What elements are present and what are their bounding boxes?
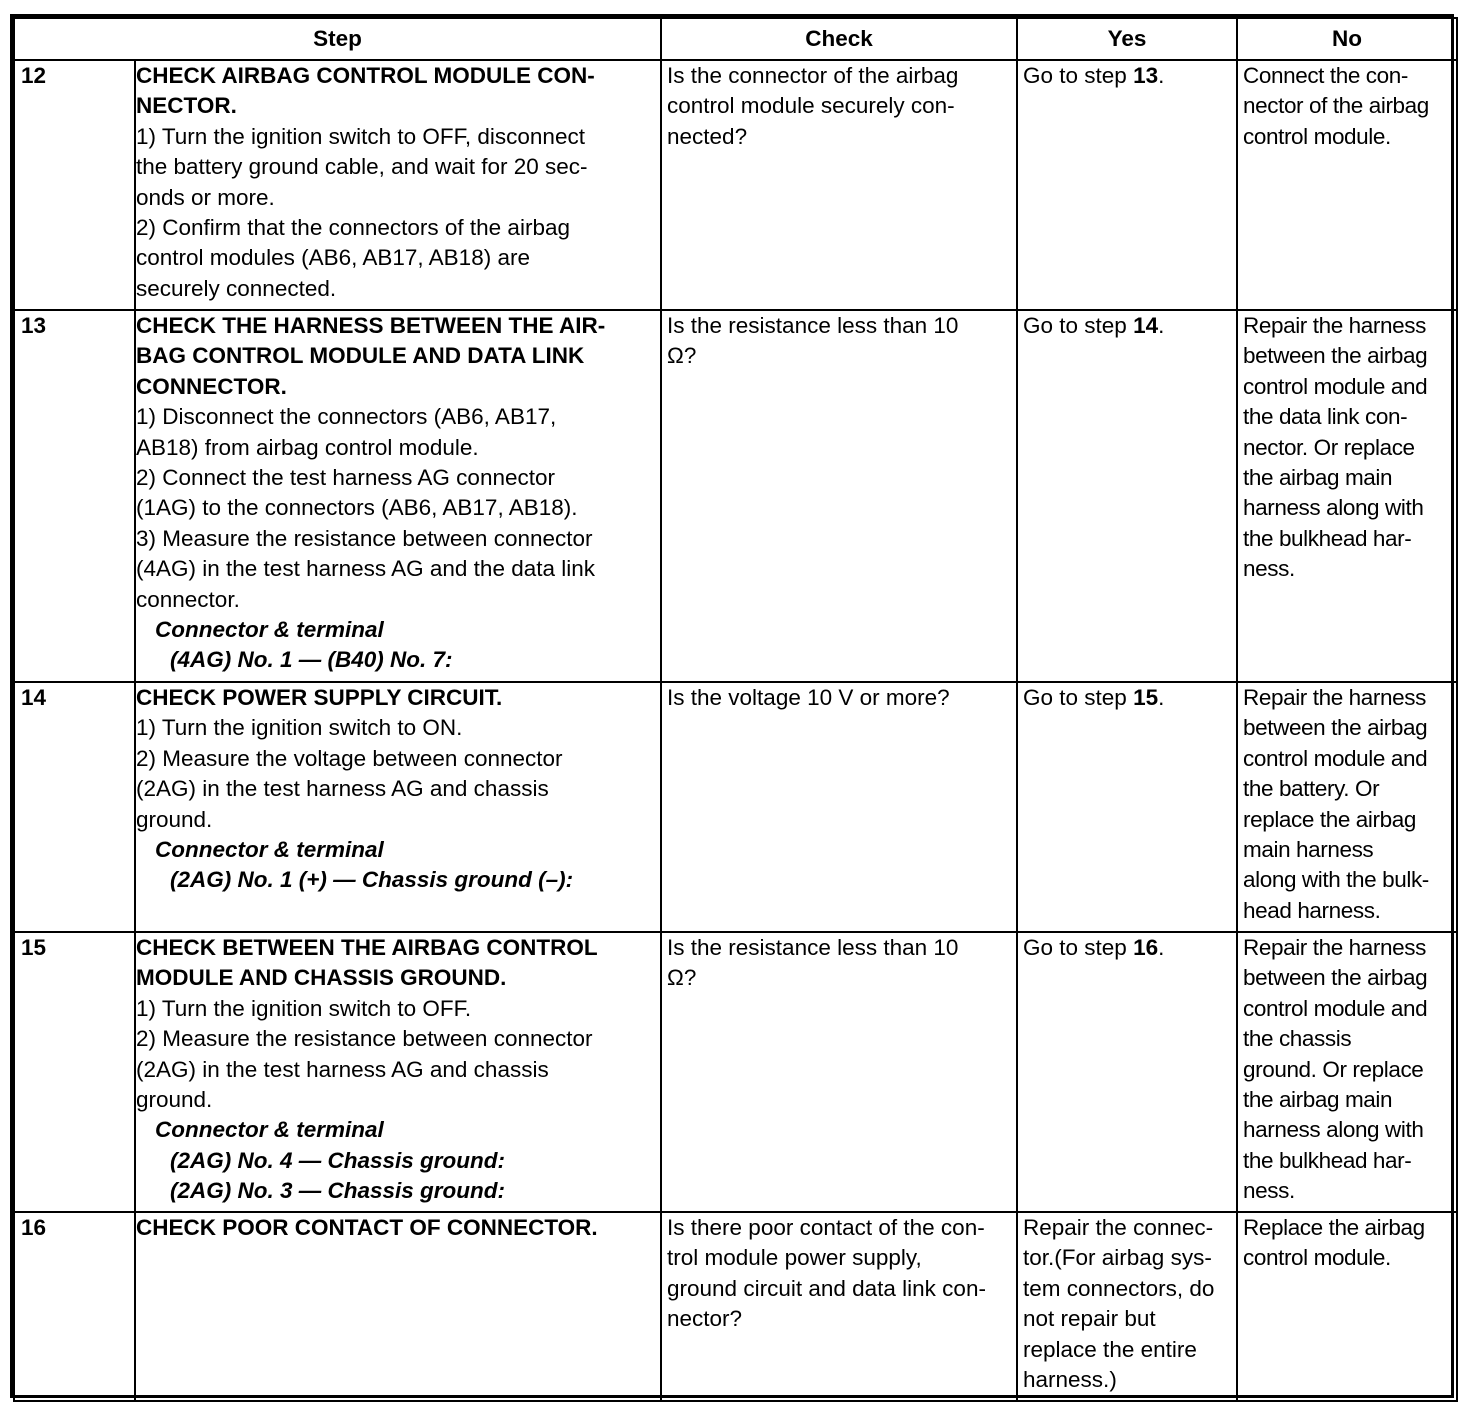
step-number: 15 [14,932,135,1212]
no-line: between the airbag [1243,715,1428,741]
connector-terminal-label: Connector & terminal [155,837,384,863]
no-line: control module and [1243,995,1428,1021]
yes-line: harness.) [1023,1367,1117,1393]
check-cell [661,60,1017,310]
table-row [14,60,1457,310]
no-line: Repair the harness [1243,685,1426,710]
yes-cell [1017,1212,1237,1401]
check-line: Is there poor contact of the con- [667,1215,985,1240]
no-line: Repair the harness [1243,313,1426,338]
no-line: ness. [1243,1178,1295,1204]
step-instruction-line: 1) Turn the ignition switch to OFF, disconnect [136,123,585,149]
no-line: the data link con- [1243,404,1408,430]
check-cell [661,682,1017,932]
connector-terminal-spec: (4AG) No. 1 — (B40) No. 7: [170,647,453,673]
no-line: Repair the harness [1243,935,1426,960]
no-line: control module and [1243,745,1428,771]
step-title-line: CHECK BETWEEN THE AIRBAG CONTROL [136,935,598,960]
table-row [14,932,1457,1212]
no-line: the airbag main [1243,1087,1393,1113]
no-line: between the airbag [1243,343,1428,369]
check-line: Ω? [667,343,697,369]
check-cell [661,1212,1017,1401]
yes-line: Go to step 16. [1023,935,1165,960]
step-instruction-line: control modules (AB6, AB17, AB18) are [136,245,530,271]
step-description [135,310,661,682]
no-line: ness. [1243,556,1295,582]
header-row [14,18,1457,60]
no-line: between the airbag [1243,965,1428,991]
step-instruction-line: 2) Measure the voltage between connector [136,745,563,771]
step-instruction-line: the battery ground cable, and wait for 20 sec- [136,154,588,180]
check-line: nector? [667,1306,743,1332]
step-instruction-line: 3) Measure the resistance between connector [136,525,593,551]
no-cell [1237,60,1457,310]
header-step: Step [14,18,661,60]
check-line: Ω? [667,965,697,991]
step-number: 14 [14,682,135,932]
no-line: control module. [1243,123,1391,149]
step-instruction-line: 1) Disconnect the connectors (AB6, AB17, [136,404,557,430]
step-title-line: CHECK THE HARNESS BETWEEN THE AIR- [136,313,606,338]
yes-cell [1017,310,1237,682]
yes-step-ref: 14 [1133,313,1159,338]
yes-line: Go to step 14. [1023,313,1165,338]
check-line: ground circuit and data link con- [667,1275,986,1301]
no-line: the airbag main [1243,465,1393,491]
check-cell [661,310,1017,682]
yes-step-ref: 13 [1133,63,1159,88]
no-line: replace the airbag [1243,806,1416,832]
no-line: head harness. [1243,897,1381,923]
yes-line: tem connectors, do [1023,1275,1215,1301]
check-line: Is the voltage 10 V or more? [667,685,950,710]
yes-line: Go to step 15. [1023,685,1165,710]
check-line: trol module power supply, [667,1245,922,1271]
yes-cell [1017,932,1237,1212]
step-instruction-line: onds or more. [136,184,275,210]
no-line: ground. Or replace [1243,1056,1424,1082]
no-line: nector. Or replace [1243,434,1415,460]
yes-line: not repair but [1023,1306,1156,1332]
diagnostic-table [13,17,1458,1402]
step-number: 12 [14,60,135,310]
no-line: Replace the airbag [1243,1215,1425,1240]
step-title-line: CHECK AIRBAG CONTROL MODULE CON- [136,63,595,88]
step-description [135,60,661,310]
no-line: nector of the airbag [1243,93,1429,119]
step-description [135,682,661,932]
yes-line: Go to step 13. [1023,63,1165,88]
no-line: along with the bulk- [1243,867,1429,893]
step-instruction-line: AB18) from airbag control module. [136,434,479,460]
no-cell [1237,932,1457,1212]
no-line: Connect the con- [1243,63,1408,88]
step-description [135,1212,661,1401]
step-number: 13 [14,310,135,682]
check-line: Is the resistance less than 10 [667,313,959,338]
check-line: nected? [667,123,748,149]
header-yes: Yes [1017,18,1237,60]
header-check: Check [661,18,1017,60]
step-title-line: CONNECTOR. [136,373,287,399]
yes-line: tor.(For airbag sys- [1023,1245,1212,1271]
step-instruction-line: (1AG) to the connectors (AB6, AB17, AB18). [136,495,578,521]
yes-cell [1017,60,1237,310]
no-line: control module. [1243,1245,1391,1271]
step-instruction-line: (2AG) in the test harness AG and chassis [136,776,549,802]
check-line: control module securely con- [667,93,955,119]
check-line: Is the connector of the airbag [667,63,959,88]
step-title-line: CHECK POOR CONTACT OF CONNECTOR. [136,1215,598,1240]
yes-line: replace the entire [1023,1336,1197,1362]
step-instruction-line: 2) Confirm that the connectors of the airbag [136,215,570,241]
step-title-line: BAG CONTROL MODULE AND DATA LINK [136,343,585,369]
yes-line: Repair the connec- [1023,1215,1214,1240]
no-line: the bulkhead har- [1243,525,1412,551]
connector-terminal-label: Connector & terminal [155,617,384,643]
no-line: the chassis [1243,1026,1352,1052]
step-instruction-line: ground. [136,1087,213,1113]
no-cell [1237,1212,1457,1401]
no-line: harness along with [1243,495,1424,521]
connector-terminal-spec: (2AG) No. 1 (+) — Chassis ground (–): [170,867,574,893]
step-description [135,932,661,1212]
step-instruction-line: (2AG) in the test harness AG and chassis [136,1056,549,1082]
yes-step-ref: 15 [1133,685,1159,710]
connector-terminal-label: Connector & terminal [155,1117,384,1143]
step-instruction-line: 1) Turn the ignition switch to ON. [136,715,463,741]
step-title-line: NECTOR. [136,93,237,119]
no-line: the battery. Or [1243,776,1380,802]
no-cell [1237,310,1457,682]
no-cell [1237,682,1457,932]
table-row [14,682,1457,932]
table-row [14,310,1457,682]
step-title-line: CHECK POWER SUPPLY CIRCUIT. [136,685,503,710]
step-instruction-line: securely connected. [136,275,337,301]
table-row [14,1212,1457,1401]
no-line: harness along with [1243,1117,1424,1143]
yes-cell [1017,682,1237,932]
check-cell [661,932,1017,1212]
step-instruction-line: 2) Connect the test harness AG connector [136,465,555,491]
no-line: main harness [1243,837,1374,863]
connector-terminal-spec: (2AG) No. 4 — Chassis ground: [170,1147,506,1173]
step-instruction-line: (4AG) in the test harness AG and the data link [136,556,596,582]
yes-step-ref: 16 [1133,935,1159,960]
diagnostic-table-sheet [10,14,1454,1398]
step-instruction-line: ground. [136,806,213,832]
step-title-line: MODULE AND CHASSIS GROUND. [136,965,507,991]
step-instruction-line: 2) Measure the resistance between connector [136,1026,593,1052]
step-instruction-line: 1) Turn the ignition switch to OFF. [136,995,472,1021]
check-line: Is the resistance less than 10 [667,935,959,960]
no-line: the bulkhead har- [1243,1147,1412,1173]
no-line: control module and [1243,373,1428,399]
connector-terminal-spec: (2AG) No. 3 — Chassis ground: [170,1178,506,1204]
step-instruction-line: connector. [136,586,240,612]
step-number: 16 [14,1212,135,1401]
header-no: No [1237,18,1457,60]
